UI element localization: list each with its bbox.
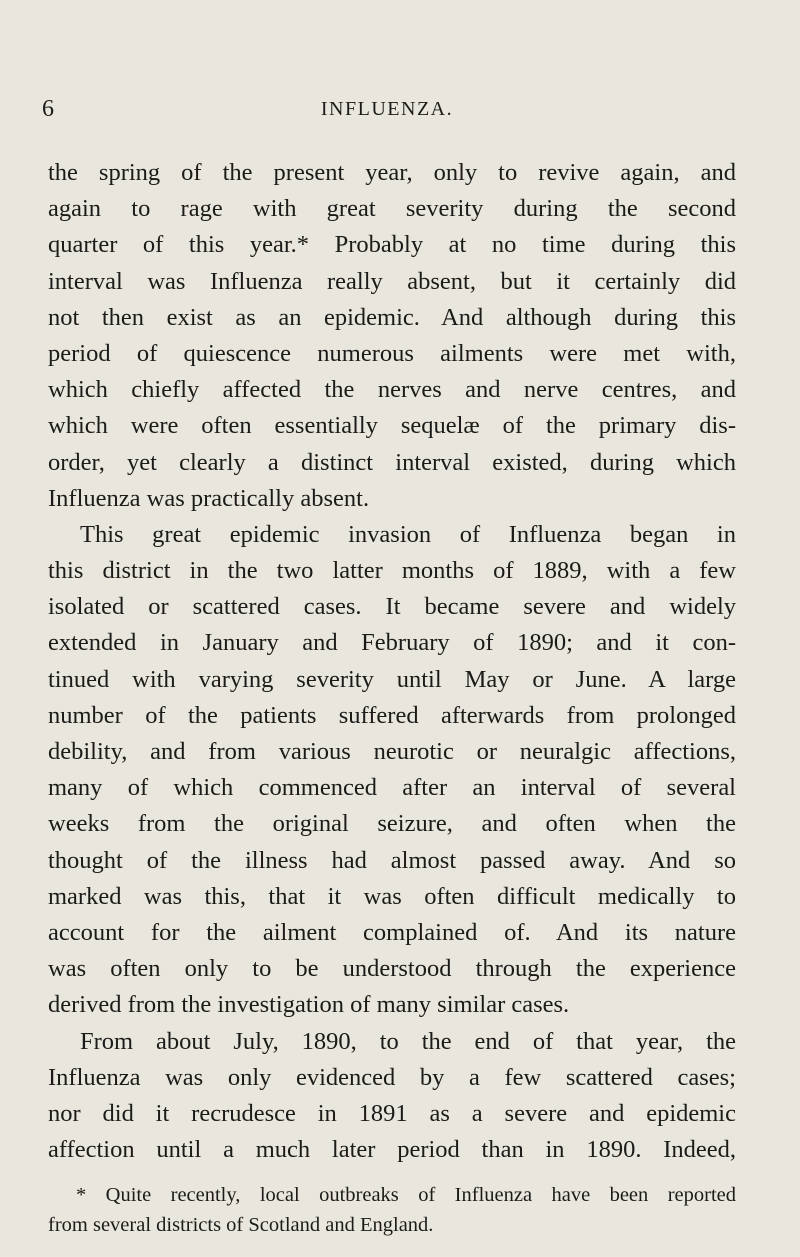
text-line: the spring of the present year, only to revive again, and <box>48 159 736 186</box>
text-line: account for the ailment complained of. And its nature <box>48 918 736 946</box>
text-line: isolated or scattered cases. It became severe and widely <box>48 593 736 621</box>
running-head: INFLUENZA. <box>320 98 454 120</box>
text-line: debility, and from various neurotic or neuralgic affections, <box>48 738 736 765</box>
text-line: extended in January and February of 1890; and it con- <box>48 629 736 657</box>
footnote-line: from several districts of Scotland and England. <box>48 1214 434 1236</box>
text-line: was often only to be understood through the experience <box>48 955 736 983</box>
footnote-line: * Quite recently, local outbreaks of Influenza have been reported <box>76 1184 736 1206</box>
text-line: derived from the investigation of many similar cases. <box>48 991 570 1019</box>
text-line: quarter of this year.* Probably at no time during this <box>48 231 736 259</box>
text-line: again to rage with great severity during the second <box>48 195 736 223</box>
text-line: weeks from the original seizure, and often when the <box>48 810 736 838</box>
text-line: affection until a much later period than in 1890. Indeed, <box>48 1136 736 1164</box>
text-line: this district in the two latter months of 1889, with a few <box>48 557 736 585</box>
text-line: not then exist as an epidemic. And although during this <box>48 303 736 331</box>
paragraph-first-line: This great epidemic invasion of Influenza began in <box>80 520 736 548</box>
text-line: Influenza was practically absent. <box>48 484 370 512</box>
page-header <box>42 94 732 124</box>
text-line: which chiefly affected the nerves and nerve centres, and <box>48 376 736 404</box>
text-line: thought of the illness had almost passed away. And so <box>48 846 736 874</box>
text-line: nor did it recrudesce in 1891 as a severe and epidemic <box>48 1099 736 1127</box>
text-line: Influenza was only evidenced by a few scattered cases; <box>48 1063 736 1091</box>
text-line: period of quiescence numerous ailments were met with, <box>48 339 736 367</box>
text-line: marked was this, that it was often difficult medically to <box>48 882 736 910</box>
footnote <box>48 1180 736 1240</box>
paragraph-first-line: From about July, 1890, to the end of that year, the <box>80 1027 736 1055</box>
text-line: tinued with varying severity until May or June. A large <box>48 665 736 693</box>
text-line: many of which commenced after an interval of several <box>48 774 736 802</box>
body-text <box>48 155 736 1168</box>
text-line: number of the patients suffered afterwards from prolonged <box>48 701 736 729</box>
text-line: order, yet clearly a distinct interval existed, during which <box>48 448 736 476</box>
text-line: which were often essentially sequelæ of the primary dis- <box>48 412 736 440</box>
page-number: 6 <box>42 96 55 122</box>
text-line: interval was Influenza really absent, but it certainly did <box>48 267 736 295</box>
